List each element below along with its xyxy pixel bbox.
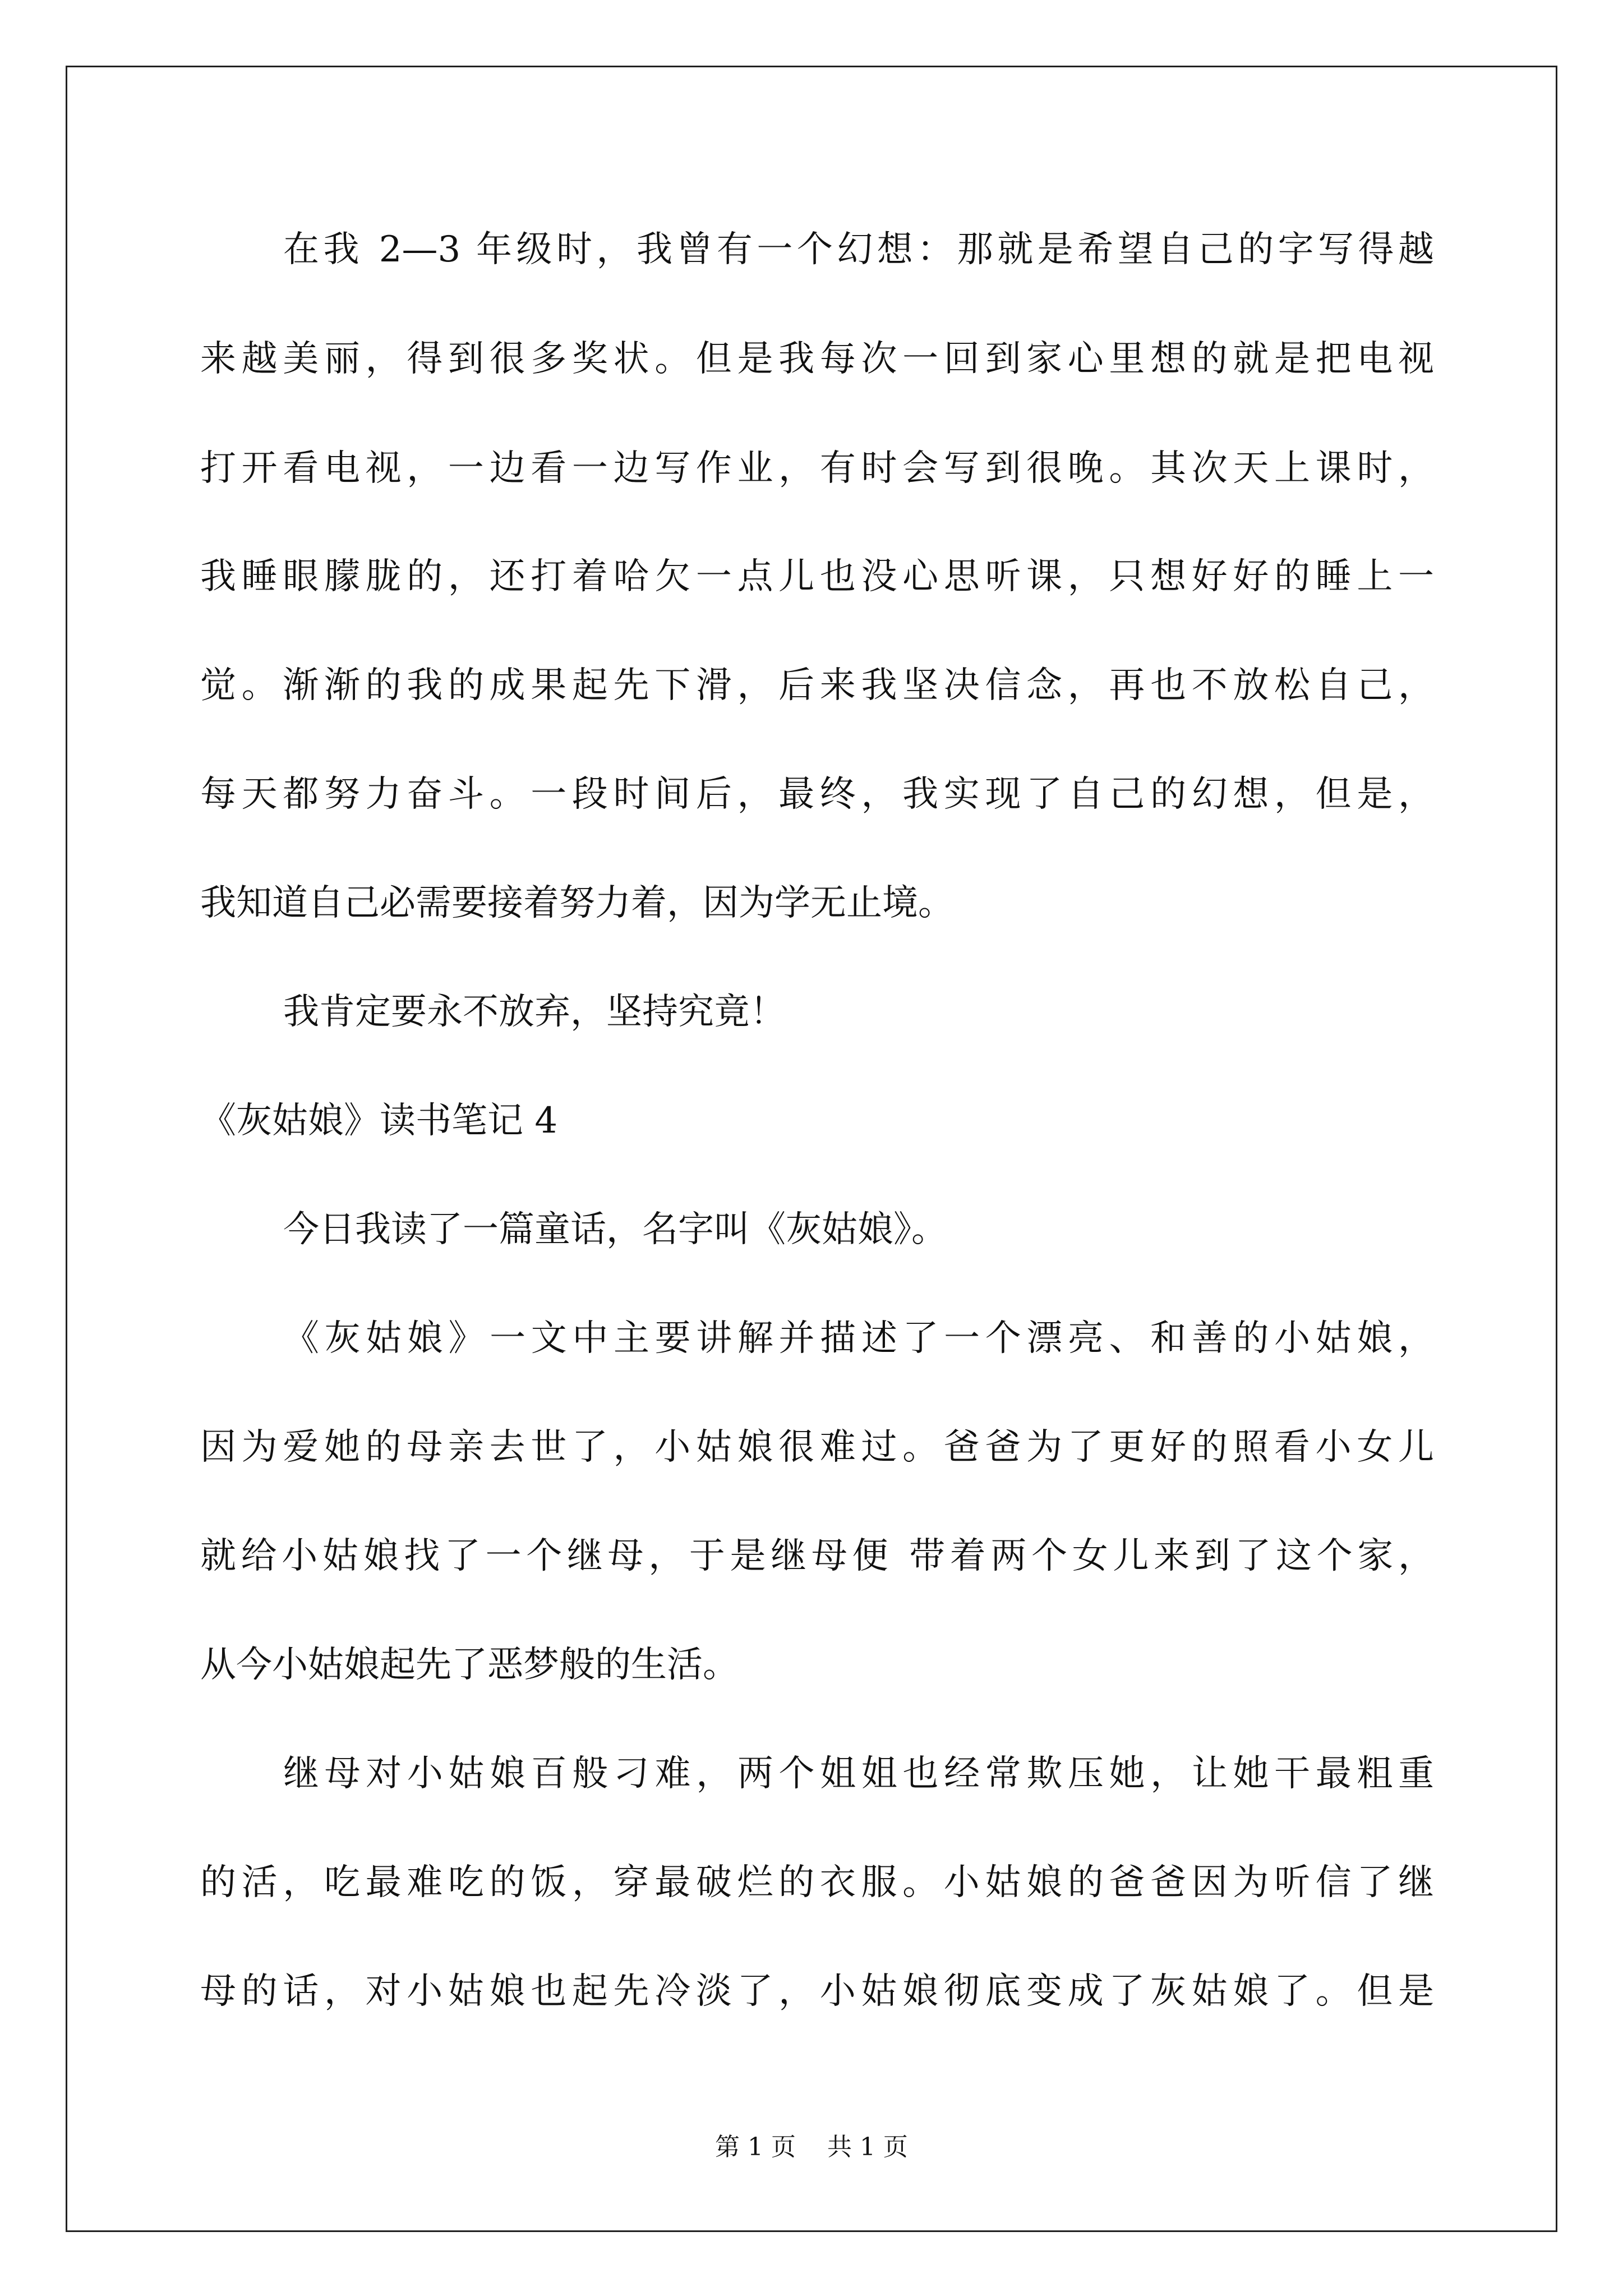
paragraph: 今日我读了一篇童话，名字叫《灰姑娘》。 xyxy=(283,1209,947,1250)
paragraph-line: 觉。渐渐的我的成果起先下滑，后来我坚决信念，再也不放松自己， xyxy=(200,665,1434,706)
paragraph-line: 的活，吃最难吃的饭，穿最破烂的衣服。小姑娘的爸爸因为听信了继 xyxy=(200,1862,1434,1903)
paragraph: 我肯定要永不放弃，坚持究竟！ xyxy=(283,991,786,1033)
section-title: 《灰姑娘》读书笔记 4 xyxy=(200,1100,558,1142)
paragraph-line: 继母对小姑娘百般刁难，两个姐姐也经常欺压她，让她干最粗重 xyxy=(283,1753,1434,1795)
paragraph-line: 我知道自己必需要接着努力着，因为学无止境。 xyxy=(200,882,954,924)
paragraph-line: 来越美丽，得到很多奖状。但是我每次一回到家心里想的就是把电视 xyxy=(200,338,1434,380)
page-footer: 第 1 页 共 1 页 xyxy=(715,2133,908,2161)
paragraph-line: 从今小姑娘起先了恶梦般的生活。 xyxy=(200,1644,739,1686)
paragraph-line: 我睡眼朦胧的，还打着哈欠一点儿也没心思听课，只想好好的睡上一 xyxy=(200,556,1434,597)
paragraph-line: 每天都努力奋斗。一段时间后，最终，我实现了自己的幻想，但是， xyxy=(200,774,1434,815)
paragraph-line: 就给小姑娘找了一个继母，于是继母便 带着两个女儿来到了这个家， xyxy=(200,1535,1434,1577)
paragraph-line: 打开看电视，一边看一边写作业，有时会写到很晚。其次天上课时， xyxy=(200,448,1434,489)
paragraph-line: 《灰姑娘》一文中主要讲解并描述了一个漂亮、和善的小姑娘， xyxy=(283,1318,1434,1359)
paragraph-line: 因为爱她的母亲去世了，小姑娘很难过。爸爸为了更好的照看小女儿 xyxy=(200,1427,1434,1468)
paragraph-line: 在我 2—3 年级时，我曾有一个幻想：那就是希望自己的字写得越 xyxy=(283,229,1434,270)
paragraph-line: 母的话，对小姑娘也起先冷淡了，小姑娘彻底变成了灰姑娘了。但是 xyxy=(200,1971,1434,2012)
page-border xyxy=(66,66,1557,2232)
